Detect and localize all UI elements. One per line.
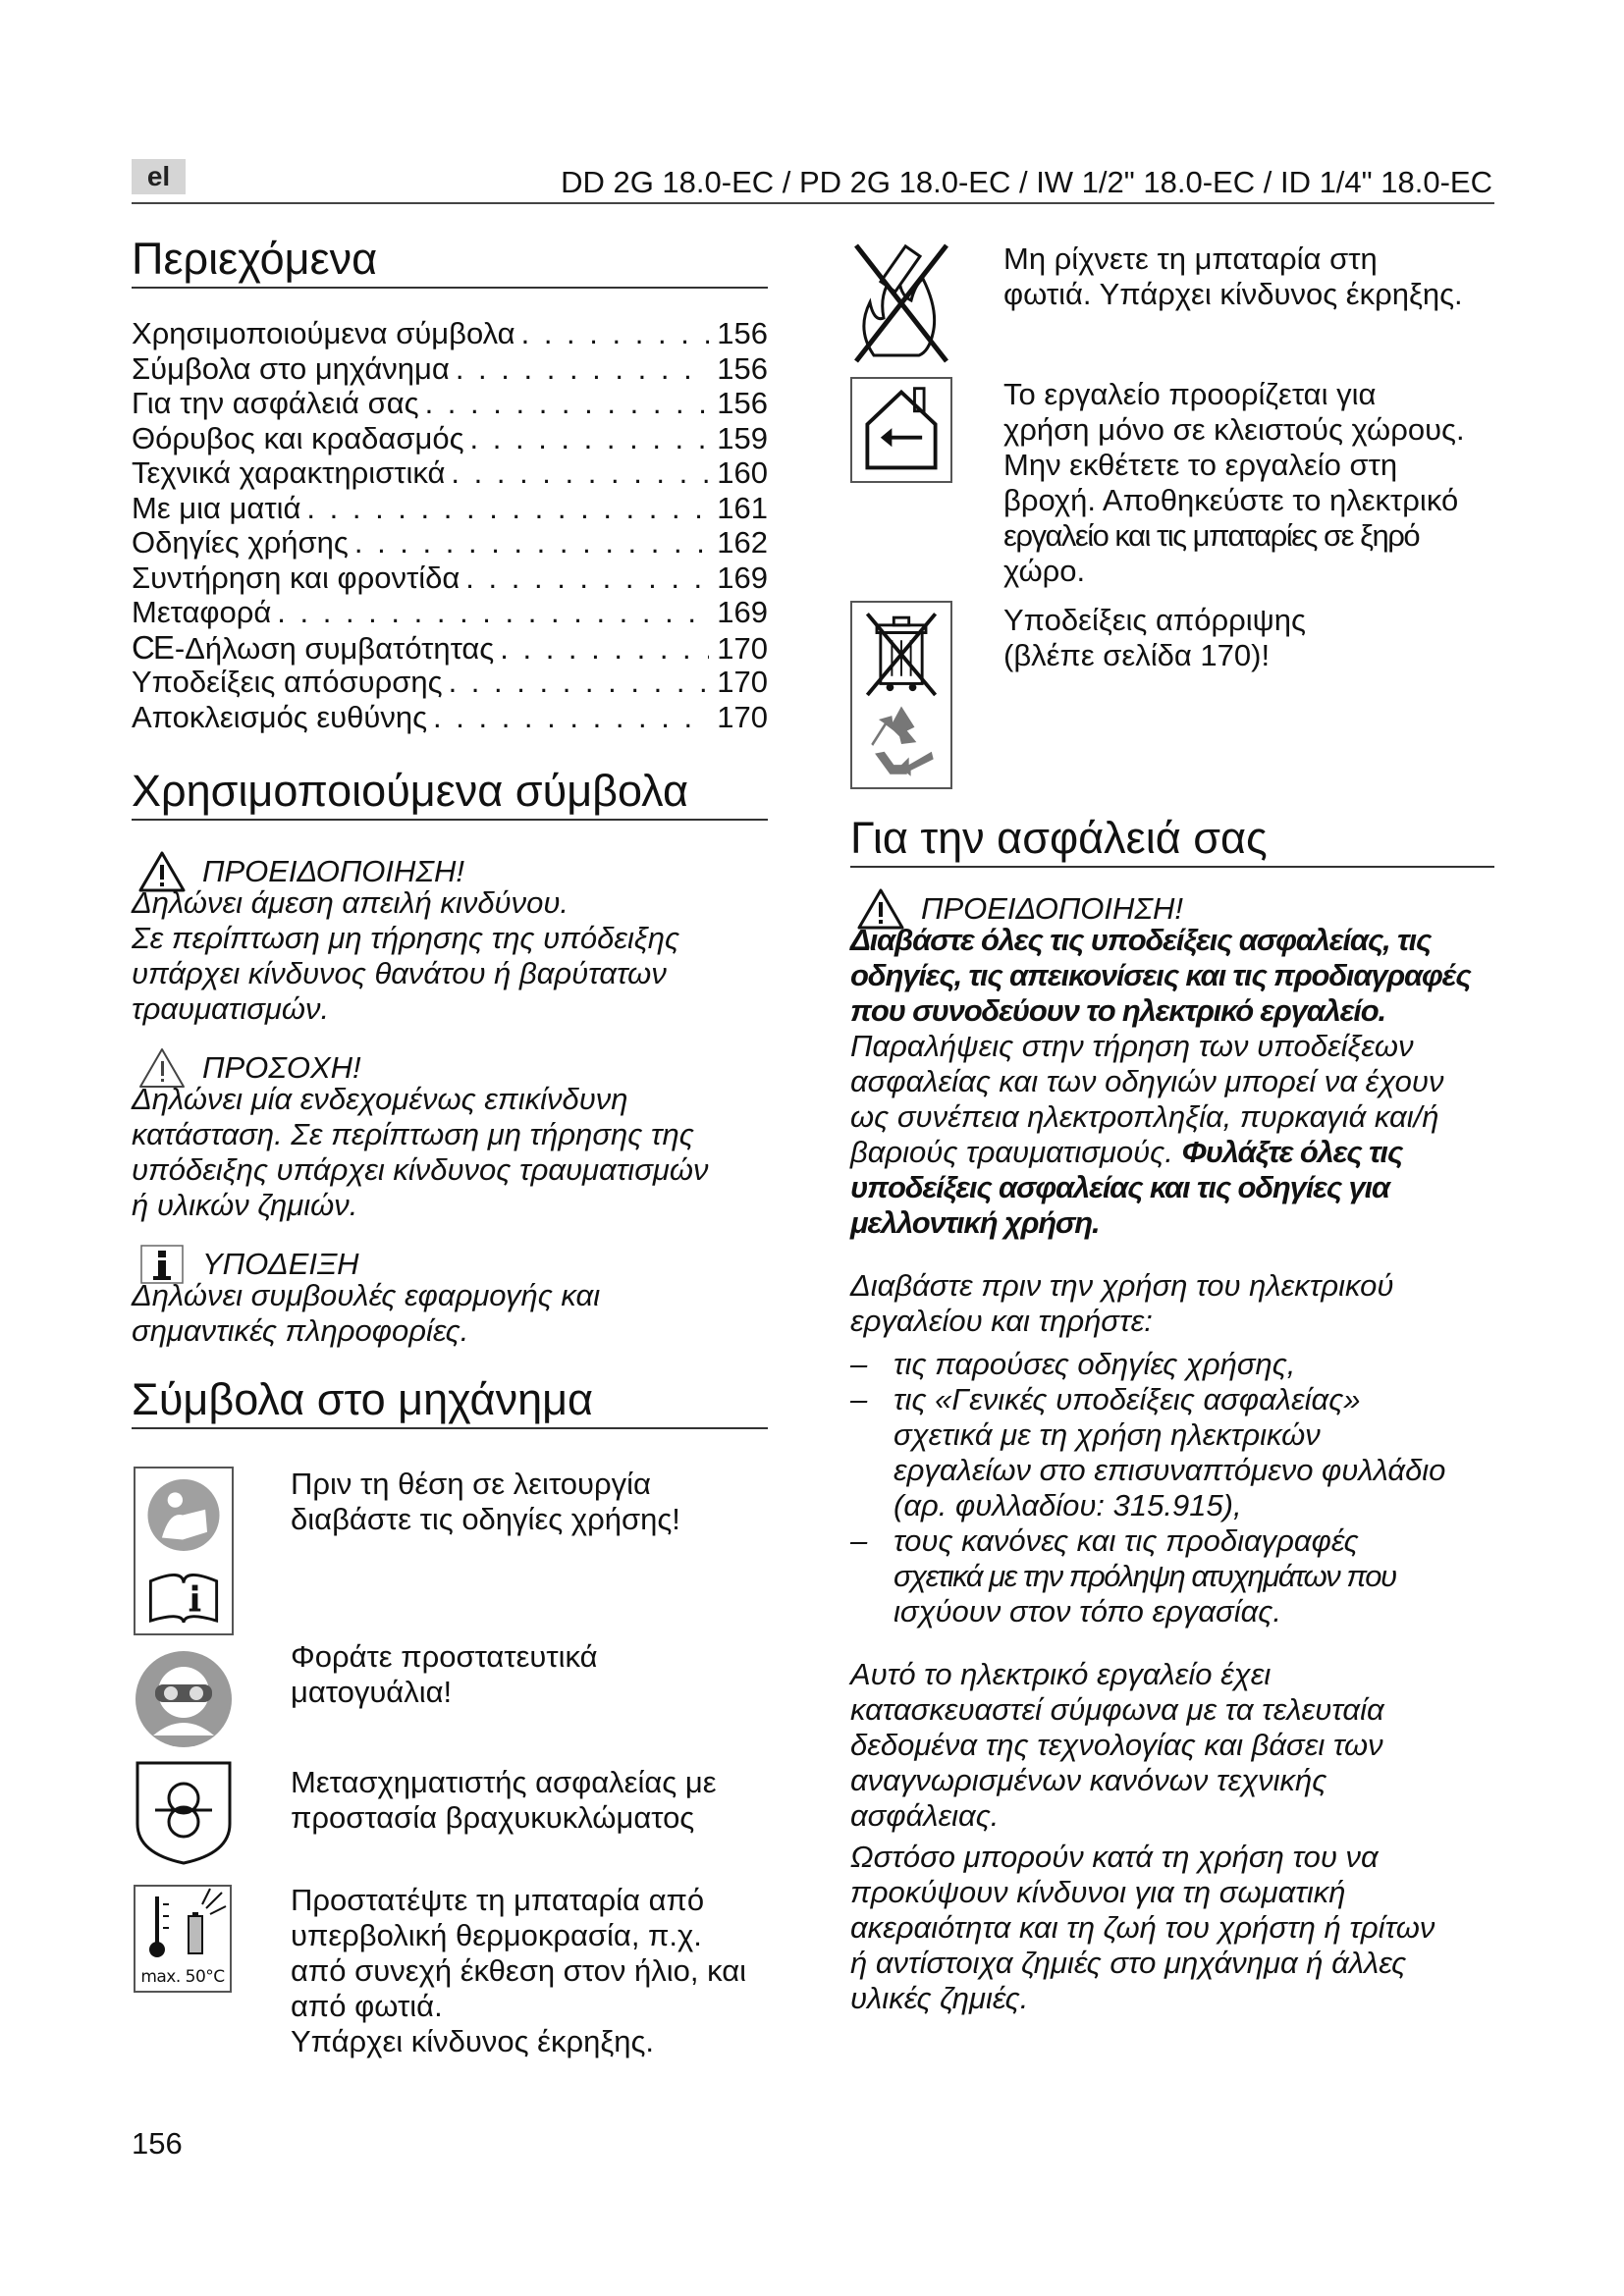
toc-item[interactable]: Συντήρηση και φροντίδα . . . 169: [132, 561, 768, 596]
no-fire-battery-icon: [850, 240, 952, 365]
toc-title: Περιεχόμενα: [132, 234, 768, 289]
safety-paragraph: Αυτό το ηλεκτρικό εργαλείο έχει κατασκευαστεί σύμφωνα με τα τελευταία δεδομένα της τεχνολογίας και βάσει των αναγνωρισμένων κανόνων τεχνικής ασφάλειας.: [850, 1657, 1384, 1833]
toc-item[interactable]: Σύμβολα στο μηχάνημα . . . 156: [132, 351, 768, 387]
disposal-recycle-icon: [850, 601, 952, 789]
machine-symbol-text: Φοράτε προστατευτικά ματογυάλια!: [291, 1639, 598, 1709]
warning-heading: ΠΡΟΕΙΔΟΠΟΙΗΣΗ!: [202, 854, 465, 888]
toc-item[interactable]: Μεταφορά . . . 169: [132, 595, 768, 630]
page-number: 156: [132, 2126, 183, 2161]
machine-symbol-text: Μετασχηματιστής ασφαλείας με προστασία βραχυκυκλώματος: [291, 1765, 717, 1835]
toc-item[interactable]: CE-Δήλωση συμβατότητας . . . 170: [132, 630, 768, 666]
machine-symbol-text: Πριν τη θέση σε λειτουργία διαβάστε τις οδηγίες χρήσης!: [291, 1467, 680, 1536]
machine-symbol-text: Προστατέψτε τη μπαταρία από υπερβολική θερμοκρασία, π.χ. από συνεχή έκθεση στον ήλιο, και από φωτιά. Υπάρχει κίνδυνος έκρηξης.: [291, 1883, 747, 2058]
safety-warning: ΠΡΟΕΙΔΟΠΟΙΗΣΗ! Διαβάστε όλες τις υποδείξεις ασφαλείας, τις οδηγίες, τις απεικονίσεις και τις προδιαγραφές που συνοδεύουν το ηλεκτρικό εργαλείο. Παραλήψεις στην τήρηση των υποδείξεων ασφαλείας και των οδηγιών μπορεί να έχουν ως συνέπεια ηλεκτροπληξία, πυρκαγιά και/ή βαριούς τραυματισμούς. Φυλάξτε όλες τις υποδείξεις ασφαλείας και τις οδηγίες για μελλοντική χρήση.: [850, 889, 1494, 1241]
toc-item[interactable]: Τεχνικά χαρακτηριστικά . . . 160: [132, 455, 768, 491]
toc-item[interactable]: Αποκλεισμός ευθύνης . . . 170: [132, 700, 768, 735]
caution-heading: ΠΡΟΣΟΧΗ!: [202, 1050, 361, 1085]
ce-mark-icon: CE: [132, 628, 173, 666]
safety-title: Για την ασφάλειά σας: [850, 813, 1494, 868]
list-item: – τις «Γενικές υποδείξεις ασφαλείας» σχετικά με τη χρήση ηλεκτρικών εργαλείων στο επισυναπτόμενο φυλλάδιο (αρ. φυλλαδίου: 315.915),: [850, 1382, 1446, 1522]
right-symbol-text: Υποδείξεις απόρριψης (βλέπε σελίδα 170)!: [1003, 603, 1306, 672]
indoor-use-icon: [850, 377, 952, 483]
toc-item[interactable]: Χρησιμοποιούμενα σύμβολα . . . 156: [132, 316, 768, 351]
document-title: DD 2G 18.0-EC / PD 2G 18.0-EC / IW 1/2" 18.0-EC / ID 1/4" 18.0-EC: [561, 165, 1492, 199]
caution-notice: ΠΡΟΣΟΧΗ! Δηλώνει μία ενδεχομένως επικίνδυνη κατάσταση. Σε περίπτωση μη τήρησης της υπόδειξης υπάρχει κίνδυνος τραυματισμών ή υλικών ζημιών.: [132, 1048, 768, 1223]
safety-paragraph: Ωστόσο μπορούν κατά τη χρήση του να προκύψουν κίνδυνοι για τη σωματική ακεραιότητα και τη ζωή του χρήστη ή τρίτων ή αντίστοιχα ζημιές στο μηχάνημα ή άλλες υλικές ζημιές.: [850, 1840, 1435, 2015]
battery-heat-label: max. 50°C: [140, 1967, 225, 1987]
warning-notice: ΠΡΟΕΙΔΟΠΟΙΗΣΗ! Δηλώνει άμεση απειλή κινδύνου. Σε περίπτωση μη τήρησης της υπόδειξης υπάρχει κίνδυνος θανάτου ή βαρύτατων τραυματισμών.: [132, 852, 768, 1027]
read-manual-icon: [134, 1467, 234, 1635]
toc-item[interactable]: Για την ασφάλειά σας . . . 156: [132, 386, 768, 421]
language-badge: el: [132, 159, 186, 194]
note-notice: ΥΠΟΔΕΙΞΗ Δηλώνει συμβουλές εφαρμογής και σημαντικές πληροφορίες.: [132, 1245, 768, 1349]
toc-item[interactable]: Θόρυβος και κραδασμός . . . 159: [132, 421, 768, 456]
toc-item[interactable]: Οδηγίες χρήσης . . . 162: [132, 525, 768, 561]
note-heading: ΥΠΟΔΕΙΞΗ: [202, 1247, 359, 1281]
safety-warning-heading: ΠΡΟΕΙΔΟΠΟΙΗΣΗ!: [921, 891, 1184, 926]
right-symbol-text: Μη ρίχνετε τη μπαταρία στη φωτιά. Υπάρχει κίνδυνος έκρηξης.: [1003, 241, 1463, 311]
safety-read-intro: Διαβάστε πριν την χρήση του ηλεκτρικού εργαλείου και τηρήστε:: [850, 1268, 1394, 1338]
battery-heat-icon: [134, 1885, 232, 1993]
machine-symbols-title: Σύμβολα στο μηχάνημα: [132, 1374, 768, 1429]
list-item: – τις παρούσες οδηγίες χρήσης,: [850, 1347, 1296, 1381]
toc-item[interactable]: Με μια ματιά . . . 161: [132, 491, 768, 526]
symbols-used-title: Χρησιμοποιούμενα σύμβολα: [132, 766, 768, 821]
safety-goggles-icon: [134, 1649, 234, 1749]
table-of-contents: [132, 316, 768, 734]
safety-list: [850, 1347, 1494, 1629]
safety-transformer-icon: [134, 1759, 234, 1867]
header-divider: [132, 202, 1494, 204]
right-symbol-text: Το εργαλείο προορίζεται για χρήση μόνο σε κλειστούς χώρους. Μην εκθέτετε το εργαλείο στη βροχή. Αποθηκεύστε το ηλεκτρικό εργαλείο και τις μπαταρίες σε ξηρό χώρο.: [1003, 377, 1465, 588]
toc-item[interactable]: Υποδείξεις απόσυρσης . . . 170: [132, 665, 768, 700]
list-item: – τους κανόνες και τις προδιαγραφές σχετικά με την πρόληψη ατυχημάτων που ισχύουν στον τόπο εργασίας.: [850, 1523, 1396, 1629]
